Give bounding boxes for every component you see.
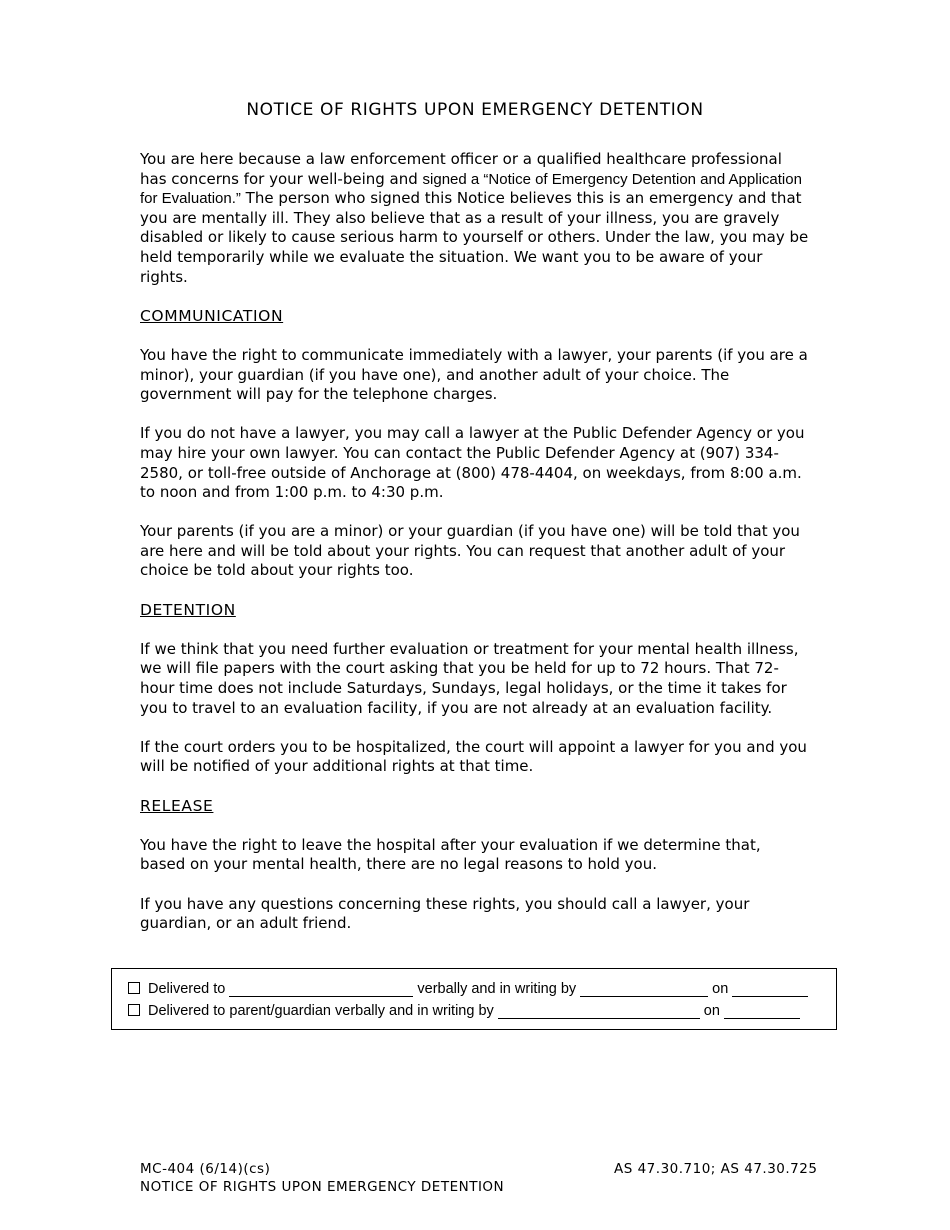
- delivery-row-parent: [128, 999, 830, 1019]
- delivery-row-recipient: [128, 977, 830, 997]
- page-title: NOTICE OF RIGHTS UPON EMERGENCY DETENTION: [246, 100, 704, 120]
- form-id: MC-404 (6/14)(cs): [140, 1161, 271, 1177]
- communication-heading: COMMUNICATION: [140, 306, 284, 325]
- intro-text-3: The person who signed this Notice believes this is an emergency and that you are mentally ill. They also believe that as a result of your illness, you are gravely disabled or likely to cause serious harm to yourself or others. Under the law, you may be held temporarily while we evaluate the situation. We want you to be aware of your rights.: [140, 189, 809, 286]
- on-label: on: [712, 981, 729, 997]
- communication-paragraph-3: Your parents (if you are a minor) or your guardian (if you have one) will be told that you are here and will be told about your rights. You can request that another adult of your choice be told about your rights too.: [140, 522, 800, 580]
- notice-body: [140, 150, 810, 953]
- release-paragraph-2: If you have any questions concerning these rights, you should call a lawyer, your guardian, or an adult friend.: [140, 894, 750, 933]
- on-label-2: on: [703, 1003, 720, 1019]
- release-heading: RELEASE: [140, 796, 214, 815]
- footer-left: [140, 1160, 504, 1196]
- release-paragraph-1: You have the right to leave the hospital after your evaluation if we determine that, based on your mental health, there are no legal reasons to hold you.: [140, 835, 761, 874]
- delivered-by-field[interactable]: [580, 981, 708, 997]
- footer-form-title: NOTICE OF RIGHTS UPON EMERGENCY DETENTION: [140, 1179, 505, 1195]
- intro-paragraph: [140, 150, 810, 287]
- intro-text-2: signed a “Notice of Emergency Detention and Application for Evaluation.”: [140, 170, 802, 208]
- verbally-writing-label: verbally and in writing by: [417, 981, 577, 997]
- delivery-date-field[interactable]: [732, 981, 808, 997]
- communication-paragraph-1: You have the right to communicate immediately with a lawyer, your parents (if you are a minor), your guardian (if you have one), and another adult of your choice. The government will pay for the telephone charges.: [140, 345, 808, 404]
- detention-heading: DETENTION: [140, 600, 236, 619]
- delivered-to-parent-checkbox[interactable]: [128, 1004, 140, 1016]
- parent-delivery-date-field[interactable]: [724, 1003, 800, 1019]
- delivered-to-checkbox[interactable]: [128, 982, 140, 994]
- communication-paragraph-2: If you do not have a lawyer, you may call a lawyer at the Public Defender Agency or you may hire your own lawyer. You can contact the Public Defender Agency at (907) 334-2580, or toll-free outside of Anchorage at (800) 478-4404, on weekdays, from 8:00 a.m. to noon and from 1:00 p.m. to 4:30 p.m.: [140, 424, 805, 502]
- recipient-name-field[interactable]: [229, 981, 413, 997]
- detention-paragraph-2: If the court orders you to be hospitalized, the court will appoint a lawyer for you and you will be notified of your additional rights at that time.: [140, 737, 807, 776]
- delivered-to-label: Delivered to: [148, 981, 226, 997]
- delivered-to-parent-label: Delivered to parent/guardian verbally and in writing by: [148, 1003, 494, 1019]
- intro-text-1: You are here because a law enforcement officer or a qualified healthcare professional has concerns for your well-being and: [140, 150, 782, 188]
- footer-statutes: AS 47.30.710; AS 47.30.725: [614, 1161, 818, 1177]
- detention-paragraph-1: If we think that you need further evaluation or treatment for your mental health illness, we will file papers with the court asking that you be held for up to 72 hours. That 72-hour time does not include Saturdays, Sundays, legal holidays, or the time it takes for you to travel to an evaluation facility, if you are not already at an evaluation facility.: [140, 639, 799, 717]
- delivery-box: [111, 968, 837, 1030]
- parent-delivered-by-field[interactable]: [498, 1003, 700, 1019]
